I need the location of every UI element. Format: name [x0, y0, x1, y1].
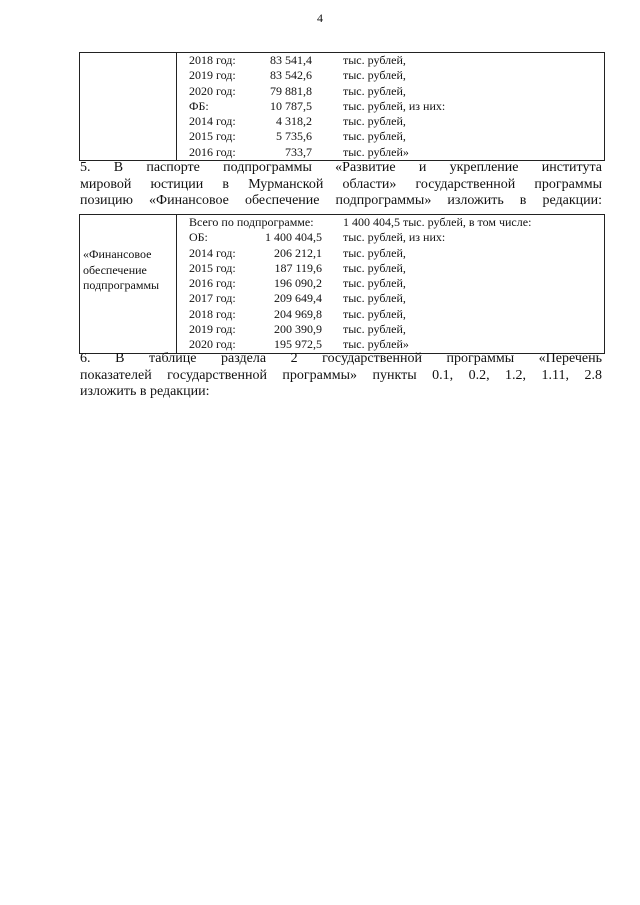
table-row [177, 145, 604, 160]
row-label: 2018 год: [189, 306, 236, 321]
row-label: 2018 год: [189, 53, 236, 67]
row-value: 5 735,6 [276, 129, 312, 144]
row-label: 2014 год: [189, 114, 236, 129]
row-value: 204 969,8 [274, 306, 322, 321]
row-unit: тыс. рублей, [343, 53, 406, 67]
page-number: 4 [317, 11, 323, 25]
row-value: 79 881,8 [270, 83, 312, 98]
paragraph-5 [80, 160, 602, 210]
paragraph-line: 6. В таблице раздела 2 государственной программы «Перечень [80, 351, 602, 366]
paragraph-line: 5. В паспорте подпрограммы «Развитие и укрепление института [80, 160, 602, 175]
row-label: 2017 год: [189, 291, 236, 306]
row-unit: тыс. рублей, [343, 291, 406, 306]
table-label-cell [80, 53, 177, 161]
paragraph-line: мировой юстиции в Мурманской области» государственной программы [80, 176, 602, 192]
table-row [177, 129, 604, 144]
table-row [177, 230, 604, 245]
row-value: 196 090,2 [274, 276, 322, 291]
row-value: 187 119,6 [274, 260, 322, 275]
row-label: 2015 год: [189, 129, 236, 144]
row-unit: тыс. рублей, [343, 68, 406, 83]
row-label: 2019 год: [189, 322, 236, 337]
row-value: 200 390,9 [274, 322, 322, 337]
row-unit: тыс. рублей, [343, 276, 406, 291]
table-row [177, 53, 604, 68]
row-unit: тыс. рублей, [343, 245, 406, 260]
table-data-cell [177, 53, 605, 161]
position-label-line: обеспечение [83, 262, 147, 277]
paragraph-line: позицию «Финансовое обеспечение подпрограммы» изложить в редакции: [80, 193, 602, 208]
table-data-cell [177, 215, 605, 354]
table-row-total [177, 215, 604, 230]
row-value: 206 212,1 [274, 245, 322, 260]
row-unit: тыс. рублей, из них: [343, 98, 446, 113]
row-value: 83 541,4 [270, 53, 312, 67]
table-row [177, 84, 604, 99]
row-label: ОБ: [189, 230, 208, 245]
row-unit: тыс. рублей, [343, 114, 406, 129]
row-unit: тыс. рублей» [343, 337, 409, 352]
row-unit: тыс. рублей, [343, 306, 406, 321]
position-label-line: подпрограммы [83, 278, 160, 292]
paragraph-line: изложить в редакции: [80, 384, 210, 399]
row-unit: тыс. рублей, [343, 83, 406, 98]
financing-table [79, 214, 605, 354]
total-label: Всего по подпрограмме: [189, 215, 314, 229]
row-value: 733,7 [285, 144, 312, 159]
position-label-line: «Финансовое [83, 247, 152, 261]
row-label: 2019 год: [189, 68, 236, 83]
row-value: 209 649,4 [274, 291, 322, 306]
row-unit: тыс. рублей, [343, 322, 406, 337]
row-unit: тыс. рублей, из них: [343, 230, 446, 245]
table-row [177, 68, 604, 83]
row-value: 4 318,2 [276, 114, 312, 129]
row-unit: тыс. рублей, [343, 129, 406, 144]
table-row [177, 261, 604, 276]
row-label: 2016 год: [189, 276, 236, 291]
table-row [177, 307, 604, 322]
row-value: 10 787,5 [270, 98, 312, 113]
table-row [177, 322, 604, 337]
row-label: 2016 год: [189, 144, 236, 159]
position-label [83, 247, 175, 294]
row-label: 2020 год: [189, 83, 236, 98]
table-row [177, 114, 604, 129]
row-label: 2015 год: [189, 260, 236, 275]
table-label-cell [80, 215, 177, 354]
row-value: 1 400 404,5 [265, 230, 322, 245]
row-unit: тыс. рублей» [343, 144, 409, 159]
row-label: 2020 год: [189, 337, 236, 352]
table-row [177, 291, 604, 306]
row-label: ФБ: [189, 98, 209, 113]
total-value: 1 400 404,5 тыс. рублей, в том числе: [343, 215, 532, 229]
paragraph-6 [80, 351, 602, 401]
paragraph-line: показателей государственной программы» пункты 0.1, 0.2, 1.2, 1.11, 2.8 [80, 367, 602, 383]
row-label: 2014 год: [189, 245, 236, 260]
row-value: 195 972,5 [274, 337, 322, 352]
table-row [177, 99, 604, 114]
row-value: 83 542,6 [270, 68, 312, 83]
table-row [177, 276, 604, 291]
row-unit: тыс. рублей, [343, 260, 406, 275]
financing-table-continued [79, 52, 605, 161]
table-row [177, 246, 604, 261]
